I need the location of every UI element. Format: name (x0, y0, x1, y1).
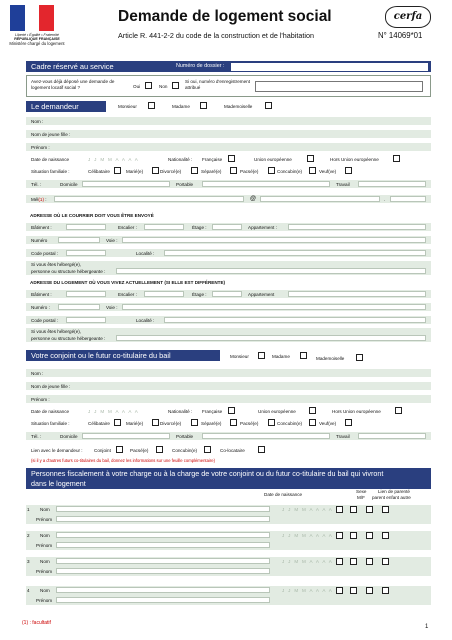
nom-jeune-fille-label: Nom de jeune fille : (31, 132, 71, 137)
person-lien-autre-checkbox[interactable] (382, 587, 389, 594)
logement-heberge-label-1: Si vous êtes hébergé(e), (31, 329, 82, 334)
person-prenom-label: Prénom (36, 517, 53, 522)
conjoint-marie-checkbox[interactable] (152, 419, 159, 426)
courrier-batiment-label: Bâtiment : (31, 225, 52, 230)
form-subtitle: Article R. 441-2-2 du code de la construction et de l'habitation (118, 31, 314, 40)
tel-portable-field[interactable] (202, 181, 330, 187)
lien-pacse-checkbox[interactable] (156, 446, 163, 453)
col-lien-2: parent enfant autre (372, 495, 411, 500)
courrier-heberge-field[interactable] (116, 268, 426, 274)
francaise-label: Française (202, 157, 223, 162)
conjoint-lien-label: Lien avec le demandeur : (31, 448, 83, 453)
demandeur-prenom-row[interactable] (26, 143, 431, 152)
logement-heberge-label-2: personne ou structure hébergeante : (31, 336, 106, 341)
conjoint-naissance-row (26, 407, 431, 416)
conjoint-separe-label: Séparé(e) (201, 421, 222, 426)
mel-dot: . (384, 197, 386, 202)
courrier-localite-label: Localité : (136, 251, 155, 256)
logement-voie-field[interactable] (122, 304, 426, 310)
col-sexe-1: Sexe (356, 489, 367, 494)
mel-user-field[interactable] (54, 196, 244, 202)
conjoint-nom-jeune-fille-label: Nom de jeune fille : (31, 384, 71, 389)
francaise-checkbox[interactable] (228, 155, 235, 162)
courrier-cp-label: Code postal : (31, 251, 59, 256)
lien-conjoint-label: Conjoint (94, 448, 111, 453)
conjoint-lien-row (26, 446, 431, 455)
courrier-batiment-row (26, 223, 431, 232)
si-oui-label: Si oui, numéro d'enregistrement attribué (185, 79, 250, 90)
conjoint-francaise-checkbox[interactable] (228, 407, 235, 414)
mel-tld-field[interactable] (390, 196, 426, 202)
person-lien-enfant-checkbox[interactable] (366, 532, 373, 539)
demandeur-mademoiselle-checkbox[interactable] (265, 102, 272, 109)
logement-batiment-row (26, 290, 431, 299)
conjoint-concubin-checkbox[interactable] (309, 419, 316, 426)
demandeur-mademoiselle-label: Mademoiselle (224, 104, 253, 109)
cerfa-number: N° 14069*01 (378, 31, 423, 40)
courrier-escalier-field[interactable] (144, 224, 184, 230)
courrier-cp-field[interactable] (66, 250, 106, 256)
mel-label-text: Mél (31, 197, 39, 202)
conjoint-nom-row[interactable] (26, 369, 431, 378)
non-checkbox[interactable] (172, 82, 179, 89)
conjoint-marie-label: Marié(e) (126, 421, 144, 426)
pacse-checkbox[interactable] (268, 167, 275, 174)
conjoint-prenom-row[interactable] (26, 395, 431, 404)
courrier-heberge-label-1: Si vous êtes hébergé(e), (31, 262, 82, 267)
at-sign: @ (250, 196, 257, 202)
pacse-label: Pacsé(e) (240, 169, 259, 174)
courrier-voie-field[interactable] (122, 237, 426, 243)
service-band (26, 61, 431, 72)
marie-label: Marié(e) (126, 169, 144, 174)
logement-numero-field[interactable] (58, 304, 100, 310)
conjoint-celibataire-label: Célibataire (88, 421, 110, 426)
divorce-label: Divorcé(e) (160, 169, 182, 174)
prenom-label: Prénom : (31, 145, 50, 150)
col-lien-1: Lien de parenté (378, 489, 410, 494)
conjoint-veuf-checkbox[interactable] (345, 419, 352, 426)
conjoint-mademoiselle-label: Mademoiselle (316, 356, 345, 361)
logement-appartement-label: Appartement (248, 292, 275, 297)
situation-label: Situation familiale : (31, 169, 70, 174)
person-nom-field[interactable] (56, 506, 270, 512)
conjoint-pacse-label: Pacsé(e) (240, 421, 259, 426)
conjoint-tel-travail-field[interactable] (358, 433, 426, 439)
person-nom-label: Nom (40, 533, 50, 538)
demandeur-monsieur-label: Monsieur (118, 104, 137, 109)
lien-pacse-label: Pacsé(e) (130, 448, 149, 453)
person-lien-parent-checkbox[interactable] (350, 506, 357, 513)
demandeur-band: Le demandeur (26, 101, 106, 112)
logement-localite-field[interactable] (164, 317, 426, 323)
courrier-section-title: ADRESSE OÙ LE COURRIER DOIT VOUS ÊTRE ENVOYÉ (30, 213, 154, 218)
person-prenom-label: Prénom (36, 543, 53, 548)
courrier-cp-row (26, 249, 431, 258)
person-date-naissance-field[interactable]: J J M M A A A A (282, 533, 334, 538)
service-band-title: Cadre réservé au service (31, 62, 114, 71)
person-nom-label: Nom (40, 507, 50, 512)
person-lien-autre-checkbox[interactable] (382, 532, 389, 539)
celibataire-checkbox[interactable] (114, 167, 121, 174)
logement-batiment-label: Bâtiment : (31, 292, 52, 297)
conjoint-celibataire-checkbox[interactable] (114, 419, 121, 426)
conjoint-divorce-label: Divorcé(e) (160, 421, 182, 426)
celibataire-label: Célibataire (88, 169, 110, 174)
demandeur-nom-jeune-fille-row[interactable] (26, 130, 431, 139)
conjoint-tel-portable-field[interactable] (202, 433, 330, 439)
lien-concubin-checkbox[interactable] (204, 446, 211, 453)
conjoint-divorce-checkbox[interactable] (191, 419, 198, 426)
dossier-number-field[interactable] (231, 63, 428, 71)
lien-concubin-label: Concubin(e) (172, 448, 198, 453)
logement-escalier-label: Escalier : (118, 292, 137, 297)
separe-checkbox[interactable] (230, 167, 237, 174)
nationalite-label: Nationalité : (168, 157, 193, 162)
hors-union-label: Hors Union européenne (330, 157, 379, 162)
lien-conjoint-checkbox[interactable] (116, 446, 123, 453)
union-europeenne-label: Union européenne (254, 157, 292, 162)
mel-colon: : (44, 197, 47, 202)
courrier-numero-field[interactable] (58, 237, 100, 243)
person-row-number: 1 (27, 507, 30, 512)
lien-colocataire-label: Co-locataire (220, 448, 245, 453)
portable-label: Portable (176, 182, 194, 187)
non-label: Non (159, 84, 168, 89)
person-nom-field[interactable] (56, 532, 270, 538)
conjoint-madame-checkbox[interactable] (300, 352, 307, 359)
courrier-batiment-field[interactable] (66, 224, 106, 230)
divorce-checkbox[interactable] (191, 167, 198, 174)
person-prenom-field[interactable] (56, 597, 270, 603)
person-date-naissance-field[interactable]: J J M M A A A A (282, 588, 334, 593)
courrier-escalier-label: Escalier : (118, 225, 137, 230)
logement-escalier-field[interactable] (144, 291, 184, 297)
republic-label: RÉPUBLIQUE FRANÇAISE (14, 37, 60, 42)
personnes-band (26, 468, 431, 489)
mel-label (31, 197, 47, 202)
logement-cp-field[interactable] (66, 317, 106, 323)
conjoint-monsieur-label: Monsieur (230, 354, 249, 359)
conjoint-tel-row (26, 432, 431, 441)
concubin-label: Concubin(e) (277, 169, 303, 174)
demandeur-madame-label: Madame (172, 104, 190, 109)
courrier-etage-field[interactable] (212, 224, 242, 230)
courrier-heberge-row (26, 261, 431, 276)
person-lien-enfant-checkbox[interactable] (366, 506, 373, 513)
conjoint-band: Votre conjoint ou le futur co-titulaire du bail (26, 350, 220, 361)
service-panel (26, 75, 431, 97)
conjoint-travail-label: Travail (336, 434, 350, 439)
logement-etage-field[interactable] (212, 291, 242, 297)
logement-heberge-row (26, 328, 431, 343)
veuf-checkbox[interactable] (345, 167, 352, 174)
courrier-appartement-label: Appartement : (248, 225, 277, 230)
courrier-appartement-field[interactable] (288, 224, 426, 230)
oui-checkbox[interactable] (145, 82, 152, 89)
conjoint-situation-label: Situation familiale : (31, 421, 70, 426)
cerfa-logo: cerfa (385, 6, 431, 28)
conjoint-tel-label: Tél. : (31, 434, 42, 439)
page-number: 1 (425, 624, 429, 630)
person-prenom-field[interactable] (56, 568, 270, 574)
person-row-number: 3 (27, 559, 30, 564)
person-sexe-field[interactable] (336, 558, 343, 565)
conjoint-veuf-label: Veuf(ve) (319, 421, 337, 426)
logement-localite-label: Localité : (136, 318, 155, 323)
person-lien-enfant-checkbox[interactable] (366, 587, 373, 594)
veuf-label: Veuf(ve) (319, 169, 337, 174)
conjoint-hors-union-checkbox[interactable] (395, 407, 402, 414)
demandeur-naissance-row (26, 155, 431, 164)
person-lien-autre-checkbox[interactable] (382, 558, 389, 565)
republic-logo-text (8, 33, 66, 46)
tel-label: Tél. : (31, 182, 42, 187)
demandeur-nom-row[interactable] (26, 117, 431, 126)
logement-batiment-field[interactable] (66, 291, 106, 297)
conjoint-nationalite-label: Nationalité : (168, 409, 193, 414)
conjoint-francaise-label: Française (202, 409, 223, 414)
motto: Liberté • Égalité • Fraternité (15, 33, 59, 37)
oui-label: Oui (133, 84, 141, 89)
conjoint-tel-domicile-field[interactable] (82, 433, 170, 439)
person-date-naissance-field[interactable]: J J M M A A A A (282, 507, 334, 512)
logement-appartement-field[interactable] (288, 291, 426, 297)
courrier-voie-row (26, 236, 431, 245)
ministry-label: Ministère chargé du logement (9, 40, 65, 46)
person-row-number: 2 (27, 533, 30, 538)
demandeur-madame-checkbox[interactable] (200, 102, 207, 109)
logement-section-title: ADRESSE DU LOGEMENT OÙ VOUS VIVEZ ACTUELLEMENT (SI ELLE EST DIFFÉRENTE) (30, 280, 226, 285)
person-lien-parent-checkbox[interactable] (350, 587, 357, 594)
conjoint-union-europeenne-checkbox[interactable] (309, 407, 316, 414)
conjoint-nom-jeune-fille-row[interactable] (26, 382, 431, 391)
person-prenom-field[interactable] (56, 516, 270, 522)
person-nom-label: Nom (40, 559, 50, 564)
courrier-numero-label: Numéro (31, 238, 48, 243)
french-flag-logo (10, 5, 54, 31)
courrier-etage-label: Étage : (192, 225, 207, 230)
logement-numero-label: Numéro : (31, 305, 50, 310)
logement-cp-label: Code postal : (31, 318, 59, 323)
conjoint-date-naissance-label: Date de naissance (31, 409, 70, 414)
dossier-label: Numéro de dossier : (176, 63, 225, 69)
conjoint-domicile-label: Domicile (60, 434, 78, 439)
logement-voie-row (26, 303, 431, 312)
tel-travail-field[interactable] (358, 181, 426, 187)
person-nom-field[interactable] (56, 587, 270, 593)
person-lien-autre-checkbox[interactable] (382, 506, 389, 513)
demandeur-mel-row (26, 195, 431, 204)
co-titulaires-note: (si il y a d'autres futurs co-titulaires du bail, donnez les informations sur une feuille complémentaire) (31, 458, 215, 463)
date-naissance-field[interactable]: J J M M A A A A (88, 157, 140, 162)
conjoint-pacse-checkbox[interactable] (268, 419, 275, 426)
conjoint-situation-row (26, 419, 431, 428)
person-lien-parent-checkbox[interactable] (350, 558, 357, 565)
person-prenom-label: Prénom (36, 569, 53, 574)
logement-heberge-field[interactable] (116, 335, 426, 341)
conjoint-concubin-label: Concubin(e) (277, 421, 303, 426)
personnes-title-line-1: Personnes fiscalement à votre charge ou à la charge de votre conjoint ou du futur co-titulaire du bail qui vivront (31, 469, 384, 478)
person-lien-enfant-checkbox[interactable] (366, 558, 373, 565)
person-lien-parent-checkbox[interactable] (350, 532, 357, 539)
conjoint-date-naissance-field[interactable]: J J M M A A A A (88, 409, 140, 414)
conjoint-madame-label: Madame (272, 354, 290, 359)
hors-union-checkbox[interactable] (393, 155, 400, 162)
conjoint-portable-label: Portable (176, 434, 194, 439)
deja-depose-question: Avez-vous déjà déposé une demande de logement locatif social ? (31, 79, 115, 90)
person-nom-label: Nom (40, 588, 50, 593)
conjoint-monsieur-checkbox[interactable] (258, 352, 265, 359)
courrier-localite-field[interactable] (164, 250, 426, 256)
person-sexe-field[interactable] (336, 532, 343, 539)
conjoint-nom-label: Nom : (31, 371, 44, 376)
registration-number-field[interactable] (255, 81, 423, 92)
demandeur-tel-row (26, 180, 431, 189)
date-naissance-label: Date de naissance (31, 157, 70, 162)
conjoint-hors-union-label: Hors Union européenne (332, 409, 381, 414)
travail-label: Travail (336, 182, 350, 187)
concubin-checkbox[interactable] (309, 167, 316, 174)
col-date-naissance: Date de naissance (264, 492, 303, 497)
mel-domain-field[interactable] (260, 196, 380, 202)
courrier-voie-label: Voie : (106, 238, 118, 243)
person-prenom-label: Prénom (36, 598, 53, 603)
personnes-title-line-2: dans le logement (31, 478, 86, 488)
person-date-naissance-field[interactable]: J J M M A A A A (282, 559, 334, 564)
person-sexe-field[interactable] (336, 587, 343, 594)
demandeur-monsieur-checkbox[interactable] (148, 102, 155, 109)
marie-checkbox[interactable] (152, 167, 159, 174)
logement-cp-row (26, 316, 431, 325)
mel-note: (1) (38, 197, 45, 202)
nom-label: Nom : (31, 119, 44, 124)
conjoint-union-europeenne-label: Union européenne (258, 409, 296, 414)
conjoint-prenom-label: Prénom : (31, 397, 50, 402)
facultatif-note: (1) : facultatif (22, 620, 51, 626)
conjoint-separe-checkbox[interactable] (230, 419, 237, 426)
demandeur-situation-row (26, 167, 431, 176)
person-sexe-field[interactable] (336, 506, 343, 513)
lien-colocataire-checkbox[interactable] (258, 446, 265, 453)
person-prenom-field[interactable] (56, 542, 270, 548)
conjoint-mademoiselle-checkbox[interactable] (356, 354, 363, 361)
logement-etage-label: Étage : (192, 292, 207, 297)
form-title: Demande de logement social (118, 8, 332, 25)
courrier-heberge-label-2: personne ou structure hébergeante : (31, 269, 106, 274)
union-europeenne-checkbox[interactable] (307, 155, 314, 162)
tel-domicile-field[interactable] (82, 181, 170, 187)
person-row-number: 4 (27, 588, 30, 593)
col-sexe-2: M/F (357, 495, 365, 500)
logement-voie-label: Voie : (106, 305, 118, 310)
person-nom-field[interactable] (56, 558, 270, 564)
domicile-label: Domicile (60, 182, 78, 187)
separe-label: Séparé(e) (201, 169, 222, 174)
